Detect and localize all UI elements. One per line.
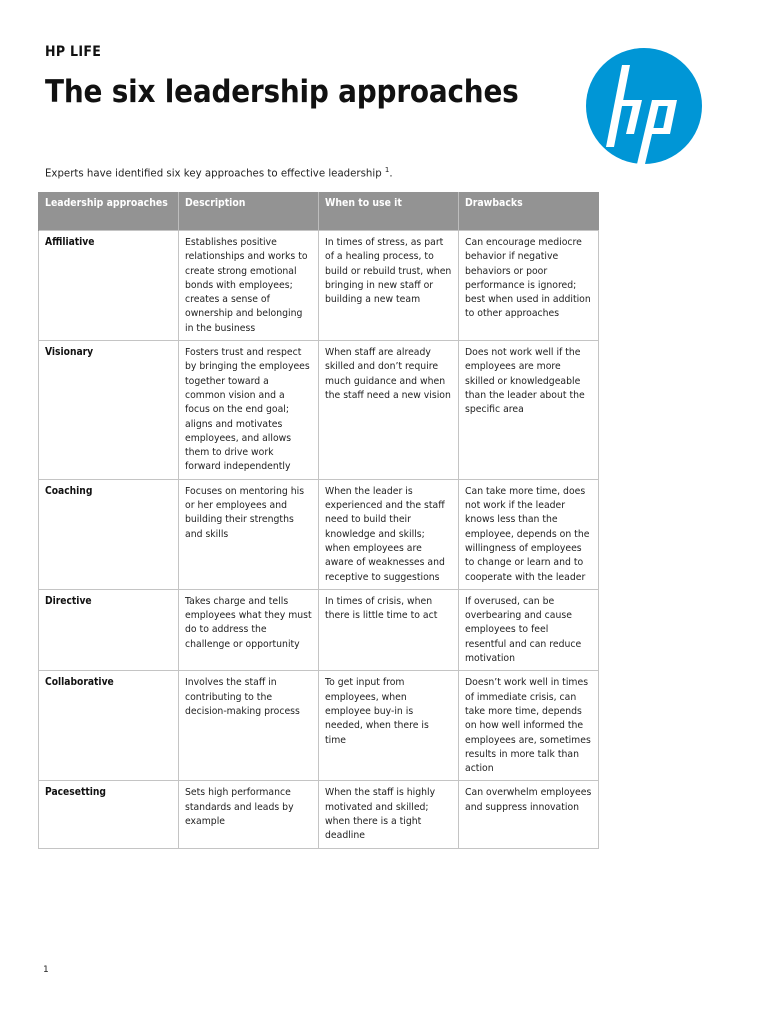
table-row [39,479,599,589]
when-cell: In times of crisis, when there is little time to act [319,589,459,670]
when-cell: When staff are already skilled and don’t require much guidance and when the staff need a new vision [319,341,459,480]
drawbacks-cell: Does not work well if the employees are more skilled or knowledgeable than the leader about the specific area [459,341,599,480]
brand-label: HP LIFE [45,44,102,60]
approach-name: Collaborative [39,671,179,781]
page-number: 1 [43,965,49,975]
table-row [39,781,599,848]
drawbacks-cell: Can take more time, does not work if the leader knows less than the employee, depends on the willingness of employees to change or learn and to cooperate with the leader [459,479,599,589]
hp-logo-icon [586,48,702,164]
when-cell: In times of stress, as part of a healing process, to build or rebuild trust, when bringing in new staff or building a new team [319,231,459,341]
footnote-ref: 1 [384,166,390,174]
description-cell: Takes charge and tells employees what they must do to address the challenge or opportunity [179,589,319,670]
leadership-table [38,192,599,849]
drawbacks-cell: Can encourage mediocre behavior if negative behaviors or poor performance is ignored; best when used in addition to other approaches [459,231,599,341]
table-header-row [39,192,599,231]
table-row [39,231,599,341]
approach-name: Coaching [39,479,179,589]
column-header: Description [179,192,319,231]
column-header: When to use it [319,192,459,231]
approach-name: Directive [39,589,179,670]
approach-name: Affiliative [39,231,179,341]
table-row [39,341,599,480]
when-cell: To get input from employees, when employee buy-in is needed, when there is time [319,671,459,781]
drawbacks-cell: Doesn’t work well in times of immediate crisis, can take more time, depends on how well informed the employees are, sometimes results in more talk than action [459,671,599,781]
table-row [39,671,599,781]
description-cell: Fosters trust and respect by bringing the employees together toward a common vision and a focus on the end goal; aligns and motivates employees, and allows them to drive work forward independently [179,341,319,480]
intro-text: Experts have identified six key approaches to effective leadership $^1$. [45,166,393,180]
table-row [39,589,599,670]
page-title: The six leadership approaches [45,74,519,110]
approach-name: Visionary [39,341,179,480]
drawbacks-cell: Can overwhelm employees and suppress innovation [459,781,599,848]
when-cell: When the staff is highly motivated and skilled; when there is a tight deadline [319,781,459,848]
column-header: Leadership approaches [39,192,179,231]
description-cell: Establishes positive relationships and works to create strong emotional bonds with employees; creates a sense of ownership and belonging in the business [179,231,319,341]
when-cell: When the leader is experienced and the staff need to build their knowledge and skills; when employees are aware of weaknesses and receptive to suggestions [319,479,459,589]
drawbacks-cell: If overused, can be overbearing and cause employees to feel resentful and can reduce motivation [459,589,599,670]
description-cell: Sets high performance standards and leads by example [179,781,319,848]
description-cell: Involves the staff in contributing to the decision-making process [179,671,319,781]
approach-name: Pacesetting [39,781,179,848]
column-header: Drawbacks [459,192,599,231]
description-cell: Focuses on mentoring his or her employees and building their strengths and skills [179,479,319,589]
